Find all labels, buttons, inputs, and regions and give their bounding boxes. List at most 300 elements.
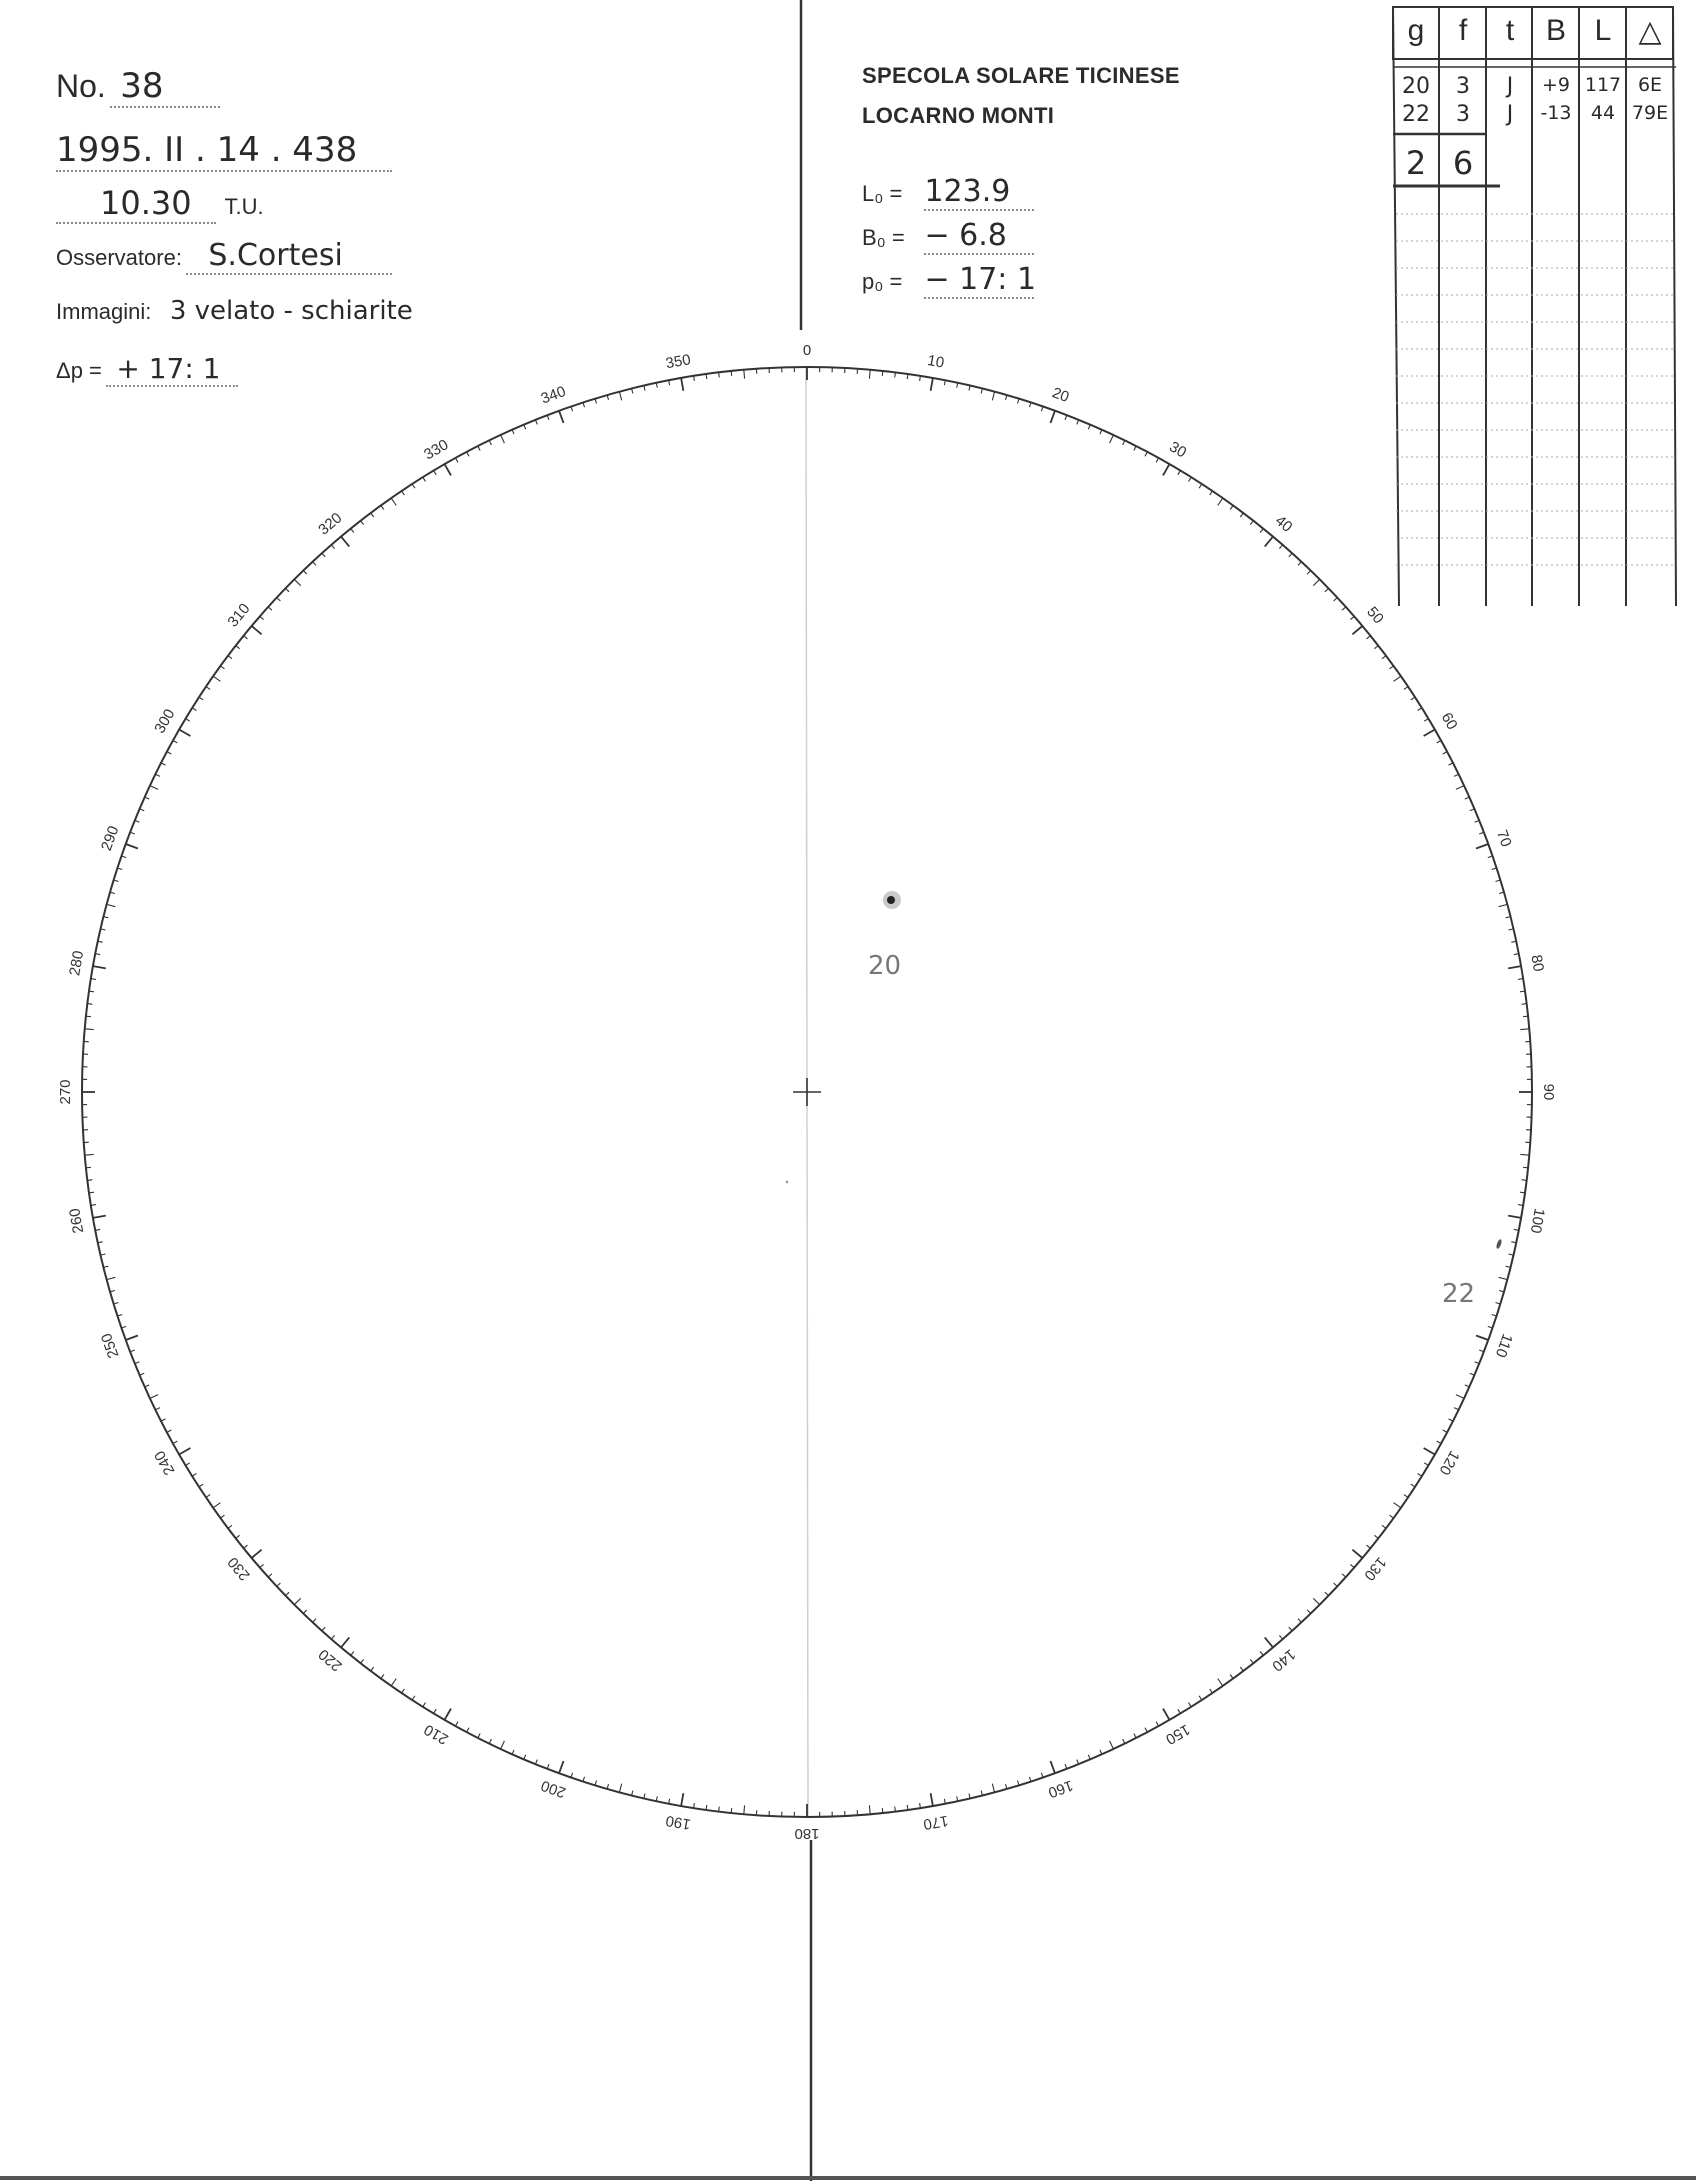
degree-tick [145, 1385, 150, 1387]
degree-tick [236, 1535, 240, 1538]
degree-label-220: 220 [315, 1645, 346, 1675]
degree-label-230: 230 [224, 1553, 254, 1584]
degree-tick [206, 687, 210, 690]
degree-tick [1123, 1739, 1125, 1744]
degree-tick [869, 1805, 870, 1814]
degree-tick [107, 1277, 116, 1279]
degree-tick [1418, 1474, 1422, 1477]
degree-tick [118, 868, 123, 870]
degree-tick [213, 676, 220, 681]
degree-tick [744, 1805, 745, 1814]
degree-tick [118, 1315, 123, 1317]
degree-tick [313, 1619, 316, 1623]
degree-tick [371, 513, 374, 517]
degree-tick [1456, 1395, 1464, 1399]
degree-tick [85, 1029, 94, 1030]
col-header-delta: △ [1638, 15, 1662, 48]
degree-tick [1488, 1326, 1493, 1328]
degree-tick [221, 666, 225, 669]
degree-tick [244, 1545, 248, 1548]
degree-tick [277, 1583, 281, 1586]
degree-tick [114, 880, 119, 882]
degree-tick [145, 797, 150, 799]
degree-tick [126, 844, 138, 849]
degree-label-250: 250 [97, 1330, 123, 1361]
degree-tick [155, 1408, 160, 1410]
degree-tick [1199, 1696, 1202, 1700]
degree-tick [1465, 1385, 1470, 1387]
time-unit-label: T.U. [224, 194, 264, 219]
degree-tick [192, 1474, 196, 1477]
degree-label-240: 240 [151, 1447, 179, 1478]
degree-tick [252, 626, 262, 634]
degree-tick [1404, 1495, 1408, 1498]
col-header-t: t [1505, 14, 1515, 47]
row2-g: 22 [1402, 102, 1430, 127]
degree-tick [361, 1659, 364, 1663]
sunspot-22 [1495, 1239, 1502, 1250]
degree-tick [992, 1784, 994, 1793]
degree-tick [1374, 646, 1378, 649]
degree-label-160: 160 [1045, 1776, 1076, 1802]
degree-label-200: 200 [538, 1776, 569, 1802]
degree-tick [303, 1610, 306, 1614]
degree-tick [478, 446, 480, 451]
observer-label: Osservatore: [56, 245, 182, 270]
degree-tick [294, 579, 300, 585]
degree-tick [1298, 1619, 1301, 1623]
degree-tick [434, 1709, 437, 1713]
degree-tick [1449, 763, 1454, 765]
degree-tick [391, 498, 396, 505]
degree-tick [1325, 588, 1329, 591]
degree-tick [86, 1167, 91, 1168]
degree-tick [1279, 1635, 1282, 1639]
degree-tick [1018, 399, 1020, 404]
degree-tick [161, 1419, 166, 1421]
degree-tick [907, 1805, 908, 1810]
degree-tick [186, 719, 190, 722]
degree-tick [619, 1784, 621, 1793]
degree-tick [489, 1739, 491, 1744]
degree-tick [1352, 1550, 1362, 1558]
observer-value: S.Cortesi [186, 238, 392, 275]
degree-tick [412, 484, 415, 488]
degree-tick [434, 471, 437, 475]
degree-tick [489, 440, 491, 445]
degree-tick [1523, 1167, 1528, 1168]
degree-tick [1508, 966, 1521, 968]
degree-tick [260, 1564, 264, 1567]
degree-tick [286, 588, 290, 591]
degree-label-90: 90 [1540, 1083, 1558, 1101]
degree-tick [1156, 1722, 1158, 1726]
degree-tick [371, 1667, 374, 1671]
degree-tick [1156, 458, 1158, 462]
degree-tick [478, 1734, 480, 1739]
degree-tick [331, 1635, 334, 1639]
degree-tick [213, 1503, 220, 1508]
degree-tick [87, 1180, 92, 1181]
degree-tick [1390, 666, 1394, 669]
degree-tick [1051, 411, 1056, 423]
degree-tick [1411, 697, 1415, 700]
degree-label-60: 60 [1437, 709, 1461, 733]
row2-t: J [1506, 102, 1514, 127]
degree-tick [1030, 403, 1032, 408]
degree-tick [1134, 446, 1136, 451]
degree-tick [1260, 1652, 1263, 1656]
degree-tick [731, 371, 732, 376]
degree-tick [1496, 880, 1501, 882]
B0-label: B₀ = [862, 225, 905, 250]
row1-B: +9 [1541, 74, 1570, 96]
number-label: No. [56, 68, 106, 104]
degree-tick [130, 832, 135, 834]
degree-tick [706, 1805, 707, 1810]
degree-tick [1443, 752, 1447, 754]
degree-tick [192, 708, 196, 711]
degree-tick [423, 477, 426, 481]
row1-g: 20 [1402, 74, 1430, 99]
degree-label-210: 210 [421, 1720, 452, 1748]
degree-tick [1520, 1192, 1525, 1193]
degree-tick [228, 656, 232, 659]
degree-tick [167, 1430, 171, 1432]
degree-tick [122, 856, 127, 858]
degree-tick [1250, 1659, 1253, 1663]
degree-tick [126, 1336, 138, 1341]
degree-tick [1437, 741, 1441, 743]
degree-tick [351, 1652, 354, 1656]
degree-tick [931, 1793, 933, 1806]
degree-tick [501, 1741, 505, 1749]
degree-tick [322, 553, 325, 557]
images-label: Immagini: [56, 299, 152, 324]
degree-tick [1476, 1336, 1488, 1341]
degree-tick [361, 521, 364, 525]
degree-tick [179, 1448, 190, 1455]
degree-tick [1289, 1627, 1292, 1631]
degree-tick [1342, 1574, 1346, 1577]
degree-tick [1437, 1441, 1441, 1443]
degree-tick [1476, 844, 1488, 849]
degree-label-190: 190 [664, 1811, 693, 1833]
degree-tick [1006, 395, 1007, 400]
degree-tick [1307, 571, 1310, 575]
degree-tick [1240, 513, 1243, 517]
degree-label-150: 150 [1162, 1720, 1193, 1748]
degree-tick [423, 1703, 426, 1707]
degree-tick [130, 1350, 135, 1352]
degree-tick [456, 458, 458, 462]
degree-tick [1334, 598, 1338, 601]
degree-label-350: 350 [664, 351, 693, 373]
degree-tick [236, 646, 240, 649]
degree-tick [1499, 1277, 1508, 1279]
degree-label-110: 110 [1491, 1331, 1516, 1360]
degree-tick [1134, 1734, 1136, 1739]
row1-L: 117 [1584, 74, 1622, 96]
degree-label-30: 30 [1166, 438, 1190, 462]
degree-label-140: 140 [1268, 1645, 1299, 1675]
degree-tick [341, 1637, 349, 1647]
degree-tick [583, 1777, 585, 1782]
degree-tick [607, 1784, 608, 1789]
degree-tick [86, 1016, 91, 1017]
degree-tick [595, 1781, 597, 1786]
degree-tick [1367, 1545, 1371, 1548]
row1-delta: 6E [1637, 74, 1663, 96]
degree-label-20: 20 [1049, 384, 1072, 407]
degree-tick [179, 730, 190, 737]
degree-label-10: 10 [926, 351, 946, 372]
degree-tick [1100, 1750, 1102, 1755]
degree-tick [122, 1326, 127, 1328]
degree-tick [110, 892, 115, 893]
degree-tick [1479, 832, 1484, 834]
degree-tick [1230, 1675, 1233, 1679]
degree-tick [1041, 1773, 1043, 1778]
degree-tick [260, 616, 264, 619]
degree-tick [89, 1192, 94, 1193]
degree-tick [445, 1709, 452, 1720]
degree-tick [706, 374, 707, 379]
degree-tick [1189, 477, 1192, 481]
degree-label-120: 120 [1435, 1447, 1463, 1478]
degree-tick [85, 1154, 94, 1155]
time-value: 10.30 [56, 184, 216, 224]
degree-tick [107, 904, 116, 906]
degree-tick [445, 464, 452, 475]
degree-tick [1250, 521, 1253, 525]
degree-tick [1298, 562, 1301, 566]
degree-tick [1313, 1598, 1319, 1604]
degree-tick [1051, 1761, 1056, 1773]
degree-tick [1350, 1564, 1354, 1567]
B0-value: − 6.8 [924, 218, 1034, 255]
observatory-name: SPECOLA SOLARE TICINESE [862, 63, 1180, 88]
degree-tick [381, 1675, 384, 1679]
delta-p-value: + 17: 1 [106, 352, 238, 387]
L0-value: 123.9 [924, 174, 1034, 211]
degree-tick [93, 966, 106, 968]
degree-tick [1454, 774, 1459, 776]
p0-value: − 17: 1 [924, 262, 1037, 297]
degree-tick [155, 774, 160, 776]
degree-tick [1313, 579, 1319, 585]
row1-f: 3 [1456, 74, 1470, 99]
degree-tick [992, 392, 994, 401]
degree-tick [1424, 1448, 1435, 1455]
delta-p-label: Δp = [56, 358, 102, 383]
degree-tick [1499, 1291, 1504, 1292]
degree-label-270: 270 [56, 1079, 74, 1105]
degree-label-260: 260 [66, 1206, 88, 1235]
degree-tick [412, 1696, 415, 1700]
degree-tick [402, 491, 405, 495]
degree-tick [110, 1291, 115, 1292]
degree-label-50: 50 [1363, 603, 1387, 628]
degree-tick [341, 537, 349, 547]
group-label-20: 20 [868, 951, 902, 981]
degree-tick [1382, 1525, 1386, 1528]
degree-tick [1508, 1216, 1521, 1218]
degree-tick [744, 370, 745, 379]
degree-tick [199, 1484, 203, 1487]
degree-tick [1018, 1781, 1020, 1786]
degree-tick [559, 411, 564, 423]
degree-tick [1065, 1764, 1067, 1769]
degree-label-40: 40 [1271, 512, 1296, 536]
degree-tick [512, 1750, 514, 1755]
degree-tick [1499, 892, 1504, 893]
degree-tick [931, 378, 933, 391]
col-header-g: g [1407, 14, 1425, 47]
degree-tick [1342, 607, 1346, 610]
degree-tick [1210, 1689, 1213, 1693]
degree-tick [1218, 498, 1223, 505]
degree-label-130: 130 [1360, 1553, 1390, 1584]
degree-tick [1479, 1350, 1484, 1352]
degree-tick [571, 407, 573, 412]
degree-tick [1520, 1029, 1529, 1030]
degree-tick [1006, 1784, 1007, 1789]
degree-tick [161, 763, 166, 765]
degree-tick [882, 1808, 883, 1813]
degree-tick [467, 452, 469, 456]
degree-tick [1352, 626, 1362, 634]
degree-tick [1449, 1419, 1454, 1421]
degree-tick [547, 415, 549, 420]
degree-tick [1522, 1180, 1527, 1181]
row2-B: -13 [1540, 102, 1572, 124]
degree-tick [173, 741, 177, 743]
degree-tick [583, 403, 585, 408]
degree-tick [1199, 484, 1202, 488]
degree-tick [512, 430, 514, 435]
date-value: 1995. II . 14 . 438 [56, 130, 392, 172]
degree-label-300: 300 [151, 706, 179, 737]
degree-tick [381, 506, 384, 510]
degree-tick [607, 395, 608, 400]
degree-tick [1394, 676, 1401, 681]
degree-tick [322, 1627, 325, 1631]
degree-tick [1499, 904, 1508, 906]
degree-tick [731, 1808, 732, 1813]
row2-delta: 79E [1631, 102, 1669, 124]
degree-tick [277, 598, 281, 601]
degree-tick [1178, 1709, 1181, 1713]
degree-tick [1367, 636, 1371, 639]
degree-tick [1443, 1430, 1447, 1432]
degree-tick [1522, 1004, 1527, 1005]
degree-tick [1325, 1592, 1329, 1595]
degree-label-180: 180 [794, 1825, 820, 1843]
degree-tick [1189, 1703, 1192, 1707]
degree-tick [199, 697, 203, 700]
degree-tick [1404, 687, 1408, 690]
degree-tick [1163, 464, 1170, 475]
degree-tick [1520, 991, 1525, 992]
degree-tick [559, 1761, 564, 1773]
degree-tick [1492, 1315, 1497, 1317]
degree-tick [150, 786, 158, 790]
row1-t: J [1506, 74, 1514, 99]
total-groups: 2 [1405, 144, 1427, 182]
degree-label-280: 280 [66, 949, 88, 978]
degree-tick [595, 399, 597, 404]
col-header-L: L [1594, 14, 1612, 47]
degree-tick [895, 1807, 896, 1812]
degree-tick [351, 529, 354, 533]
degree-tick [221, 1515, 225, 1518]
degree-tick [907, 374, 908, 379]
row2-L: 44 [1590, 102, 1616, 124]
degree-tick [93, 1216, 106, 1218]
number-value: 38 [110, 66, 220, 108]
degree-tick [547, 1764, 549, 1769]
total-spots: 6 [1452, 144, 1474, 182]
degree-label-310: 310 [224, 600, 254, 631]
degree-tick [1230, 506, 1233, 510]
degree-tick [313, 562, 316, 566]
degree-tick [1424, 719, 1428, 722]
degree-tick [228, 1525, 232, 1528]
degree-tick [1110, 1741, 1114, 1749]
p0-label: p₀ = [862, 269, 903, 294]
degree-tick [1492, 868, 1497, 870]
degree-label-320: 320 [315, 509, 346, 539]
degree-tick [167, 752, 171, 754]
sunspot-umbra-20 [887, 896, 895, 904]
col-header-B: B [1545, 14, 1566, 47]
degree-tick [1465, 797, 1470, 799]
observatory-location: LOCARNO MONTI [862, 103, 1055, 128]
degree-tick [719, 1807, 720, 1812]
degree-tick [1210, 491, 1213, 495]
degree-tick [89, 991, 94, 992]
degree-tick [1065, 415, 1067, 420]
degree-tick [1163, 1709, 1170, 1720]
degree-tick [286, 1592, 290, 1595]
L0-label: L₀ = [862, 181, 903, 206]
degree-tick [1178, 471, 1181, 475]
faint-mark [786, 1181, 788, 1183]
degree-tick [1520, 1154, 1529, 1155]
degree-tick [1350, 616, 1354, 619]
degree-tick [1110, 435, 1114, 443]
degree-tick [1418, 708, 1422, 711]
degree-tick [1123, 440, 1125, 445]
degree-tick [681, 378, 683, 391]
degree-tick [1265, 1637, 1273, 1647]
degree-tick [1030, 1777, 1032, 1782]
degree-tick [402, 1689, 405, 1693]
degree-tick [456, 1722, 458, 1726]
degree-tick [1496, 1303, 1501, 1305]
degree-tick [1100, 430, 1102, 435]
degree-tick [331, 545, 334, 549]
degree-tick [895, 372, 896, 377]
degree-tick [206, 1495, 210, 1498]
degree-tick [619, 392, 621, 401]
degree-tick [1145, 452, 1147, 456]
degree-tick [571, 1773, 573, 1778]
degree-label-0: 0 [802, 341, 812, 359]
degree-tick [173, 1441, 177, 1443]
degree-tick [501, 435, 505, 443]
